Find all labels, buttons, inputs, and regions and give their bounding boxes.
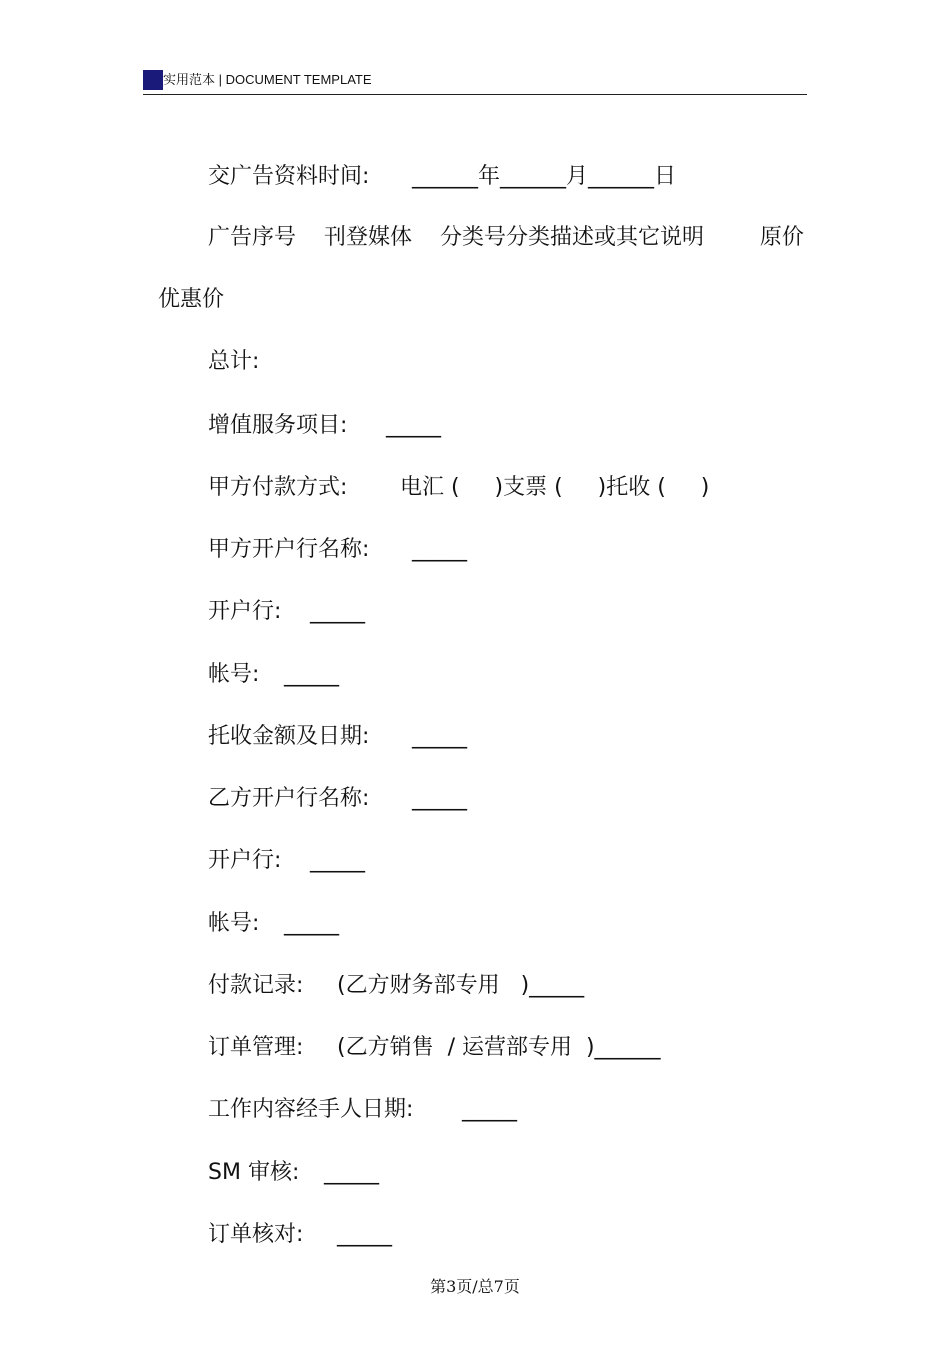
line-party-a-account-value xyxy=(270,633,339,689)
line-value: _____ xyxy=(386,413,441,438)
line-total xyxy=(194,320,259,376)
line-value-added-services-value xyxy=(372,384,441,440)
line-label: 帐号: xyxy=(208,662,260,687)
line-value: _____ xyxy=(284,662,339,687)
line-value-added-services xyxy=(194,384,347,440)
line-payment-record xyxy=(194,944,303,1000)
line-value: _____ xyxy=(462,1097,517,1122)
line-label: 甲方付款方式: xyxy=(208,475,348,500)
line-party-b-bank-name-value xyxy=(398,757,467,813)
line-table-header xyxy=(194,196,804,252)
line-party-a-bank xyxy=(194,570,281,626)
line-order-management xyxy=(194,1006,303,1062)
line-label: 帐号: xyxy=(208,911,260,936)
line-label: 广告序号 刊登媒体 分类号分类描述或其它说明 原价 xyxy=(208,225,804,250)
line-party-b-account-value xyxy=(270,882,339,938)
line-value: _____ xyxy=(412,537,467,562)
header-title: 实用范本 | DOCUMENT TEMPLATE xyxy=(163,72,372,87)
line-collection-amount-date-value xyxy=(398,695,467,751)
line-value: 电汇 ( )支票 ( )托收 ( ) xyxy=(400,475,710,500)
line-party-a-bank-value xyxy=(296,570,365,626)
line-party-b-bank xyxy=(194,819,281,875)
line-label: 增值服务项目: xyxy=(208,413,348,438)
line-label: 付款记录: xyxy=(208,973,304,998)
line-value: _____ xyxy=(337,1222,392,1247)
line-order-management-value xyxy=(323,1006,661,1062)
line-label: 甲方开户行名称: xyxy=(208,537,370,562)
line-sm-review-value xyxy=(310,1131,379,1187)
line-value: ______年______月______日 xyxy=(412,164,677,189)
line-value: (乙方财务部专用 )_____ xyxy=(337,973,585,998)
line-label: 开户行: xyxy=(208,599,282,624)
line-party-b-bank-name xyxy=(194,757,369,813)
line-label: 工作内容经手人日期: xyxy=(208,1097,414,1122)
line-value: _____ xyxy=(412,724,467,749)
line-value: _____ xyxy=(412,786,467,811)
line-discount-price xyxy=(144,258,224,314)
line-submit-time-value xyxy=(398,135,676,191)
line-value: _____ xyxy=(284,911,339,936)
line-label: 托收金额及日期: xyxy=(208,724,370,749)
line-party-b-bank-value xyxy=(296,819,365,875)
line-work-handler-date-value xyxy=(448,1068,517,1124)
line-label: 优惠价 xyxy=(158,287,225,312)
line-work-handler-date xyxy=(194,1068,413,1124)
line-sm-review xyxy=(194,1131,299,1187)
line-label: SM 审核: xyxy=(208,1160,300,1185)
line-collection-amount-date xyxy=(194,695,369,751)
header-logo-box xyxy=(143,70,163,90)
line-label: 总计: xyxy=(208,349,260,374)
line-submit-time xyxy=(194,135,369,191)
line-value: _____ xyxy=(324,1160,379,1185)
line-party-a-payment-options xyxy=(386,446,709,502)
line-party-a-account xyxy=(194,633,259,689)
line-value: _____ xyxy=(310,848,365,873)
line-party-a-payment xyxy=(194,446,347,502)
line-value: (乙方销售 / 运营部专用 )______ xyxy=(337,1035,661,1060)
line-label: 订单管理: xyxy=(208,1035,304,1060)
line-party-a-bank-name xyxy=(194,508,369,564)
line-payment-record-value xyxy=(323,944,584,1000)
line-label: 订单核对: xyxy=(208,1222,304,1247)
line-label: 交广告资料时间: xyxy=(208,164,370,189)
line-order-check-value xyxy=(323,1193,392,1249)
line-party-a-bank-name-value xyxy=(398,508,467,564)
line-value: _____ xyxy=(310,599,365,624)
line-label: 开户行: xyxy=(208,848,282,873)
line-order-check xyxy=(194,1193,303,1249)
page-number: 第3页/总7页 xyxy=(430,1277,520,1296)
line-label: 乙方开户行名称: xyxy=(208,786,370,811)
line-party-b-account xyxy=(194,882,259,938)
page-header xyxy=(143,70,807,95)
